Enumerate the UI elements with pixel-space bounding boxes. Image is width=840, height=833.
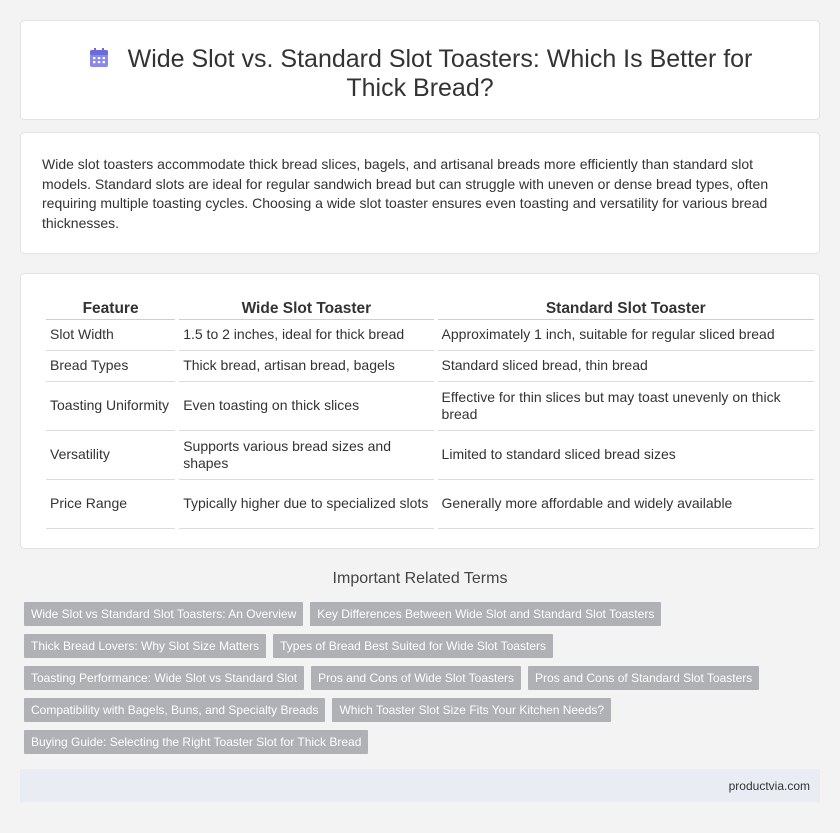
related-term-tag[interactable]: Wide Slot vs Standard Slot Toasters: An Overview: [24, 602, 303, 626]
related-term-tag[interactable]: Key Differences Between Wide Slot and Standard Slot Toasters: [310, 602, 661, 626]
tag-row: [24, 666, 824, 698]
related-term-tag[interactable]: Pros and Cons of Standard Slot Toasters: [528, 666, 759, 690]
standard-slot-cell: Effective for thin slices but may toast unevenly on thick bread: [438, 382, 814, 431]
footer: [20, 769, 820, 802]
feature-cell: Bread Types: [46, 351, 175, 382]
standard-slot-cell: Limited to standard sliced bread sizes: [438, 431, 814, 480]
header-feature: Feature: [46, 296, 175, 320]
feature-cell: Versatility: [46, 431, 175, 480]
standard-slot-cell: Approximately 1 inch, suitable for regular sliced bread: [438, 320, 814, 351]
wide-slot-cell: 1.5 to 2 inches, ideal for thick bread: [179, 320, 433, 351]
feature-cell: Toasting Uniformity: [46, 382, 175, 431]
related-term-tag[interactable]: Buying Guide: Selecting the Right Toaster Slot for Thick Bread: [24, 730, 368, 754]
tag-row: [24, 698, 824, 730]
title-card: [20, 20, 820, 120]
comparison-table-card: [20, 273, 820, 549]
table-header-row: [46, 296, 814, 320]
intro-paragraph: Wide slot toasters accommodate thick bread slices, bagels, and artisanal breads more efficiently than standard slot models. Standard slots are ideal for regular sandwich bread but can struggle with uneven or dense bread types, often requiring multiple toasting cycles. Choosing a wide slot toaster ensures even toasting and versatility for various bread thicknesses.: [42, 156, 769, 231]
table-row: [46, 320, 814, 351]
page-title: Wide Slot vs. Standard Slot Toasters: Which Is Better for Thick Bread?: [127, 45, 753, 102]
related-term-tag[interactable]: Compatibility with Bagels, Buns, and Specialty Breads: [24, 698, 325, 722]
wide-slot-cell: Even toasting on thick slices: [179, 382, 433, 431]
title-wrap: [21, 45, 819, 103]
wide-slot-cell: Supports various bread sizes and shapes: [179, 431, 433, 480]
standard-slot-cell: Standard sliced bread, thin bread: [438, 351, 814, 382]
related-terms-title: Important Related Terms: [332, 570, 508, 587]
table-row: [46, 431, 814, 480]
table-row: [46, 480, 814, 529]
related-term-tag[interactable]: Pros and Cons of Wide Slot Toasters: [311, 666, 521, 690]
calendar-grid-icon: [88, 47, 110, 69]
header-wide-slot: Wide Slot Toaster: [179, 296, 433, 320]
related-terms-tags: [24, 602, 824, 762]
related-term-tag[interactable]: Thick Bread Lovers: Why Slot Size Matters: [24, 634, 266, 658]
feature-cell: Slot Width: [46, 320, 175, 351]
related-term-tag[interactable]: Which Toaster Slot Size Fits Your Kitchen Needs?: [332, 698, 611, 722]
table-row: [46, 382, 814, 431]
tag-row: [24, 634, 824, 666]
related-term-tag[interactable]: Toasting Performance: Wide Slot vs Standard Slot: [24, 666, 304, 690]
comparison-table: [42, 296, 818, 529]
intro-card: [20, 132, 820, 254]
wide-slot-cell: Typically higher due to specialized slots: [179, 480, 433, 529]
standard-slot-cell: Generally more affordable and widely available: [438, 480, 814, 529]
feature-cell: Price Range: [46, 480, 175, 529]
tag-row: [24, 602, 824, 634]
related-term-tag[interactable]: Types of Bread Best Suited for Wide Slot Toasters: [273, 634, 553, 658]
table-row: [46, 351, 814, 382]
wide-slot-cell: Thick bread, artisan bread, bagels: [179, 351, 433, 382]
header-standard-slot: Standard Slot Toaster: [438, 296, 814, 320]
tag-row: [24, 730, 824, 762]
footer-site-link[interactable]: productvia.com: [728, 779, 810, 793]
